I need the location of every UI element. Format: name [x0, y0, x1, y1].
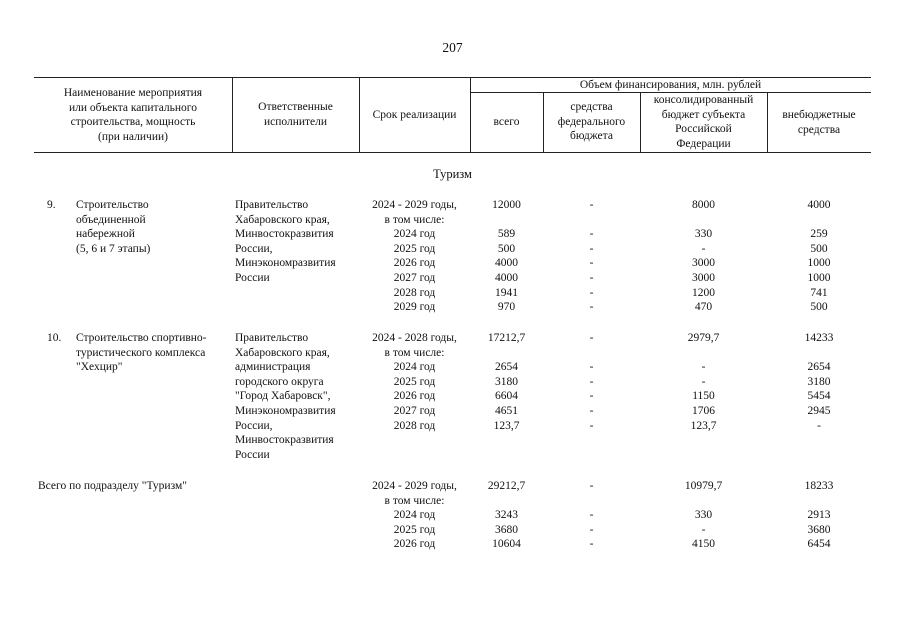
row-total: 12000 589 500 4000 4000 1941 970	[492, 199, 521, 314]
row-federal: - - - - - - -	[589, 199, 594, 314]
header-extrabudget: внебюджетные средства	[782, 109, 856, 136]
total-row-federal: - - - -	[589, 480, 594, 551]
row-number: 9.	[47, 199, 56, 211]
page-number: 207	[442, 40, 463, 55]
total-row-name: Всего по подразделу "Туризм"	[38, 480, 187, 492]
header-financing: Объем финансирования, млн. рублей	[579, 79, 762, 91]
row-number: 10.	[47, 332, 62, 344]
row-extrabudget: 14233 2654 3180 5454 2945 -	[804, 332, 834, 432]
section-title: Туризм	[433, 167, 472, 181]
row-responsible: Правительство Хабаровского края, Минвостокразвития России, Минэкономразвития России	[235, 199, 336, 284]
row-consolidated: 8000 330 - 3000 3000 1200 470	[692, 199, 715, 314]
total-row-total: 29212,7 3243 3680 10604	[487, 480, 526, 551]
header-consolidated: консолидированный бюджет субъекта Российской Федерации	[653, 94, 754, 150]
row-federal: - - - - - -	[589, 332, 594, 432]
row-responsible: Правительство Хабаровского края, администрация городского округа "Город Хабаровск", Минэкономразвития России, Минвостокразвития России	[235, 332, 336, 461]
total-row-consolidated: 10979,7 330 - 4150	[684, 480, 723, 551]
header-name: Наименование мероприятия или объекта капитального строительства, мощность (при наличии)	[63, 87, 203, 143]
row-terms: 2024 - 2029 годы, в том числе: 2024 год 2025 год 2026 год 2027 год 2028 год 2029 год	[372, 199, 457, 314]
header-responsible: Ответственные исполнители	[258, 101, 333, 128]
row-terms: 2024 - 2028 годы, в том числе: 2024 год 2025 год 2026 год 2027 год 2028 год	[372, 332, 457, 432]
total-row-terms: 2024 - 2029 годы, в том числе: 2024 год 2025 год 2026 год	[372, 480, 457, 551]
header-federal: средства федерального бюджета	[557, 101, 626, 143]
row-name: Строительство объединенной набережной (5, 6 и 7 этапы)	[76, 199, 151, 255]
header-total: всего	[493, 116, 520, 128]
row-total: 17212,7 2654 3180 6604 4651 123,7	[487, 332, 526, 432]
row-consolidated: 2979,7 - - 1150 1706 123,7	[687, 332, 720, 432]
row-name: Строительство спортивно- туристического комплекса "Хехцир"	[76, 332, 207, 374]
row-extrabudget: 4000 259 500 1000 1000 741 500	[807, 199, 831, 314]
header-term: Срок реализации	[372, 109, 457, 121]
header-bottom-border	[34, 152, 871, 153]
total-row-extrabudget: 18233 2913 3680 6454	[804, 480, 834, 551]
